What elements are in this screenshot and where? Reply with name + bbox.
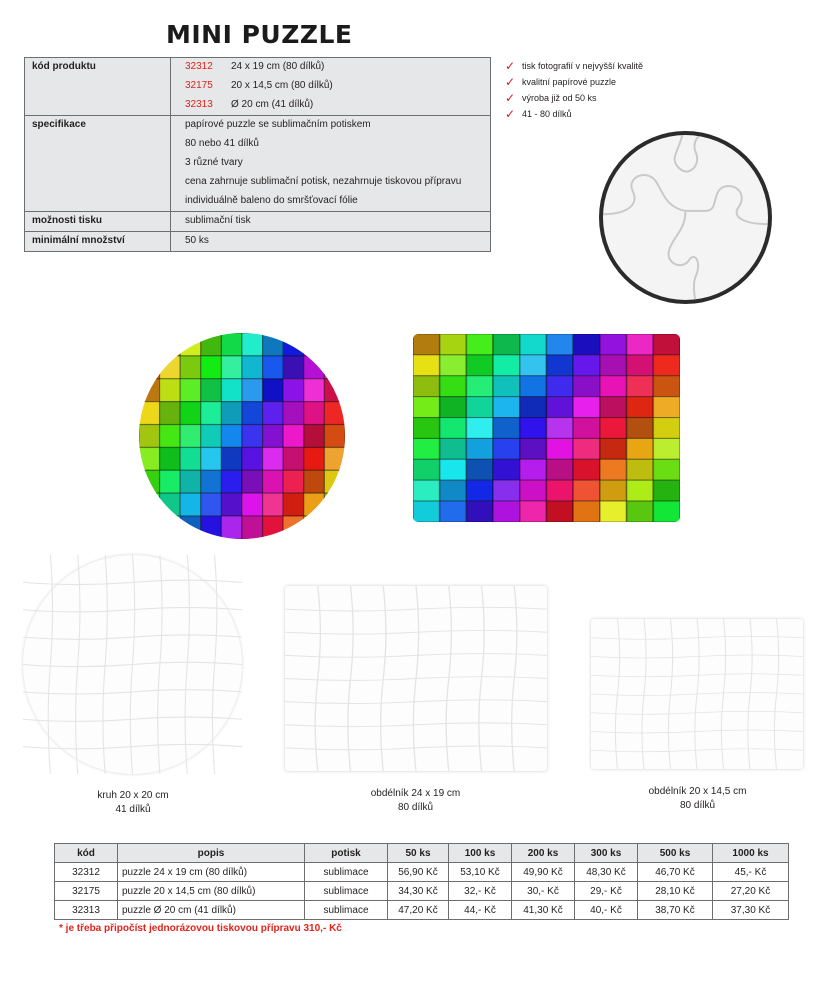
table-row [55,882,789,901]
table-cell: 40,- Kč [575,901,638,920]
colorful-round-puzzle-image [139,333,345,539]
header-cell: potisk [305,844,388,863]
table-cell: 32175 [55,882,118,901]
spec-label: minimální množství [32,235,125,246]
table-cell: 56,90 Kč [388,863,449,882]
header-cell: popis [118,844,305,863]
caption-line: 80 dílků [679,800,716,811]
table-cell: 37,30 Kč [713,901,789,920]
product-desc: Ø 20 cm (41 dílků) [231,99,314,110]
feature-list [505,58,643,122]
table-cell: puzzle 24 x 19 cm (80 dílků) [118,863,305,882]
table-cell: 32313 [55,901,118,920]
product-line [185,61,486,73]
mosaic-pattern [139,333,345,539]
table-cell: 38,70 Kč [638,901,713,920]
spec-line: papírové puzzle se sublimačním potiskem [185,119,371,130]
feature-text: 41 - 80 dílků [522,109,572,119]
white-round-puzzle-image [23,555,242,774]
table-cell: 34,30 Kč [388,882,449,901]
page-title: MINI PUZZLE [166,20,353,49]
check-icon: ✓ [505,75,516,89]
table-cell: puzzle Ø 20 cm (41 dílků) [118,901,305,920]
spec-row-product [25,58,490,116]
white-rect-small-puzzle-image [591,619,803,769]
product-code: 32312 [185,61,213,72]
check-icon: ✓ [505,107,516,121]
feature-text: tisk fotografií v nejvyšší kvalitě [522,61,644,71]
table-cell: 45,- Kč [713,863,789,882]
feature-item [505,74,643,90]
caption-line: 41 dílků [115,804,151,815]
table-cell: 53,10 Kč [449,863,512,882]
spec-line: sublimační tisk [185,215,251,226]
product-line [185,99,486,111]
table-cell: 47,20 Kč [388,901,449,920]
caption-circle [63,789,203,817]
table-cell: 41,30 Kč [512,901,575,920]
spec-label: možnosti tisku [32,215,103,226]
table-cell: 29,- Kč [575,882,638,901]
check-icon: ✓ [505,59,516,73]
price-table [54,843,789,920]
price-header-row [55,844,789,863]
product-code: 32313 [185,99,213,110]
caption-line: kruh 20 x 20 cm [97,790,169,801]
table-cell: 49,90 Kč [512,863,575,882]
caption-line: obdélník 24 x 19 cm [370,788,461,799]
feature-text: kvalitní papírové puzzle [522,77,617,87]
check-icon: ✓ [505,91,516,105]
puzzle-closeup-image [599,131,772,304]
mosaic-pattern [413,334,680,522]
caption-rect-small [625,785,770,813]
table-row [55,863,789,882]
spec-value [170,58,490,115]
caption-rect-large [343,787,488,815]
spec-value [170,232,490,251]
table-cell: puzzle 20 x 14,5 cm (80 dílků) [118,882,305,901]
table-cell: 32,- Kč [449,882,512,901]
spec-value [170,116,490,211]
spec-line: 3 různé tvary [185,157,243,168]
puzzle-grid-lines [23,555,242,774]
table-cell: sublimace [305,901,388,920]
feature-text: výroba již od 50 ks [522,93,597,103]
header-cell: 200 ks [512,844,575,863]
spec-label: specifikace [32,119,86,130]
caption-line: 80 dílků [397,802,434,813]
product-code: 32175 [185,80,213,91]
puzzle-grid-lines [285,586,547,771]
product-desc: 20 x 14,5 cm (80 dílků) [231,80,333,91]
puzzle-grid-lines [591,619,803,769]
table-row [55,901,789,920]
header-cell: 1000 ks [713,844,789,863]
feature-item [505,90,643,106]
product-line [185,80,486,92]
spec-line: individuálně baleno do smršťovací fólie [185,195,358,206]
colorful-rect-puzzle-image [413,334,680,522]
price-body [55,863,789,920]
feature-item [505,106,643,122]
caption-line: obdélník 20 x 14,5 cm [648,786,747,797]
spec-line: 80 nebo 41 dílků [185,138,259,149]
table-cell: 46,70 Kč [638,863,713,882]
table-cell: 32312 [55,863,118,882]
table-cell: sublimace [305,863,388,882]
table-cell: sublimace [305,882,388,901]
header-cell: 300 ks [575,844,638,863]
feature-item [505,58,643,74]
spec-row-minimum [25,232,490,251]
table-cell: 44,- Kč [449,901,512,920]
spec-value [170,212,490,231]
spec-row-specification [25,116,490,212]
spec-row-print [25,212,490,232]
header-cell: 50 ks [388,844,449,863]
table-cell: 28,10 Kč [638,882,713,901]
spec-line: 50 ks [185,235,209,246]
header-cell: 500 ks [638,844,713,863]
header-cell: kód [55,844,118,863]
table-cell: 27,20 Kč [713,882,789,901]
spec-label: kód produktu [32,61,96,72]
price-note: * je třeba připočíst jednorázovou tiskovou přípravu 310,- Kč [59,923,342,934]
white-rect-large-puzzle-image [285,586,547,771]
table-cell: 30,- Kč [512,882,575,901]
puzzle-piece-outline [603,135,768,300]
table-cell: 48,30 Kč [575,863,638,882]
spec-table [24,57,491,252]
header-cell: 100 ks [449,844,512,863]
spec-line: cena zahrnuje sublimační potisk, nezahrnuje tiskovou přípravu [185,176,462,187]
product-desc: 24 x 19 cm (80 dílků) [231,61,325,72]
